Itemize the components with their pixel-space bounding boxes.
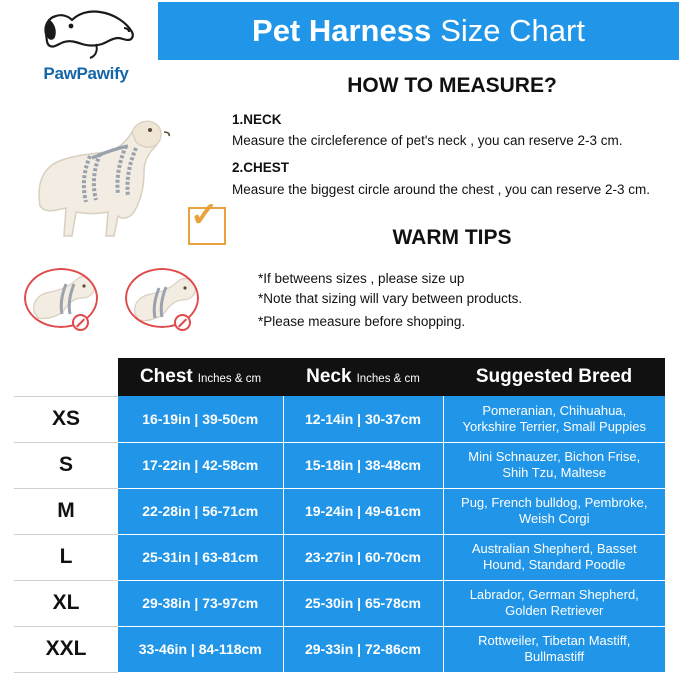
row-size: XL bbox=[14, 580, 118, 626]
row-neck: 25-30in | 65-78cm bbox=[283, 580, 443, 626]
table-row bbox=[14, 626, 665, 672]
row-breed-line2: Bullmastiff bbox=[524, 649, 585, 664]
dog-measure-illustration bbox=[14, 96, 192, 254]
row-breed bbox=[443, 534, 665, 580]
size-table bbox=[14, 358, 665, 676]
header-neck-label: Neck bbox=[306, 366, 352, 387]
header-chest-unit: Inches & cm bbox=[197, 373, 262, 385]
row-chest: 16-19in | 39-50cm bbox=[118, 396, 283, 442]
row-neck: 15-18in | 38-48cm bbox=[283, 442, 443, 488]
row-breed bbox=[443, 442, 665, 488]
row-breed-line2: Shih Tzu, Maltese bbox=[502, 465, 607, 480]
table-row bbox=[14, 442, 665, 488]
row-neck: 12-14in | 30-37cm bbox=[283, 396, 443, 442]
warm-tip-1: *If betweens sizes , please size up bbox=[258, 271, 465, 286]
how-to-measure-title: HOW TO MEASURE? bbox=[347, 74, 557, 97]
warm-tips-title: WARM TIPS bbox=[392, 226, 512, 249]
page-title-light: Size Chart bbox=[440, 13, 585, 48]
header-breed-label: Suggested Breed bbox=[475, 366, 633, 387]
header-neck bbox=[283, 358, 443, 396]
row-breed bbox=[443, 396, 665, 442]
row-breed-line1: Pug, French bulldog, Pembroke, bbox=[461, 494, 648, 510]
step-1-label: 1.NECK bbox=[232, 112, 282, 127]
row-breed-line1: Labrador, German Shepherd, bbox=[469, 586, 639, 602]
no-entry-icon-1 bbox=[72, 314, 89, 331]
row-breed-line1: Australian Shepherd, Basset bbox=[471, 540, 637, 556]
step-2-text: Measure the biggest circle around the chest , you can reserve 2-3 cm. bbox=[232, 182, 650, 197]
brand-logo bbox=[16, 4, 156, 86]
row-breed-line2: Golden Retriever bbox=[505, 603, 604, 618]
row-neck: 29-33in | 72-86cm bbox=[283, 626, 443, 672]
row-size: S bbox=[14, 442, 118, 488]
row-breed bbox=[443, 626, 665, 672]
row-breed-line2: Yorkshire Terrier, Small Puppies bbox=[462, 418, 647, 434]
size-table-head bbox=[14, 358, 665, 396]
step-1-text: Measure the circleference of pet's neck , you can reserve 2-3 cm. bbox=[232, 133, 623, 148]
row-size: M bbox=[14, 488, 118, 534]
row-breed bbox=[443, 488, 665, 534]
size-table-element bbox=[14, 358, 665, 673]
table-row bbox=[14, 534, 665, 580]
row-chest: 25-31in | 63-81cm bbox=[118, 534, 283, 580]
dog-head-icon bbox=[38, 4, 138, 64]
step-2-label: 2.CHEST bbox=[232, 160, 290, 175]
page-title-bold: Pet Harness bbox=[252, 13, 432, 48]
row-chest: 33-46in | 84-118cm bbox=[118, 626, 283, 672]
page-title bbox=[158, 2, 679, 60]
table-row bbox=[14, 488, 665, 534]
row-neck: 23-27in | 60-70cm bbox=[283, 534, 443, 580]
row-neck: 19-24in | 49-61cm bbox=[283, 488, 443, 534]
header-chest bbox=[118, 358, 283, 396]
row-breed-line1: Rottweiler, Tibetan Mastiff, bbox=[478, 632, 631, 648]
size-table-body bbox=[14, 396, 665, 672]
header-size-blank bbox=[14, 358, 118, 396]
header-chest-label: Chest bbox=[139, 366, 193, 387]
row-chest: 22-28in | 56-71cm bbox=[118, 488, 283, 534]
row-breed bbox=[443, 580, 665, 626]
brand-name: PawPawify bbox=[43, 64, 129, 83]
header-neck-unit: Inches & cm bbox=[356, 373, 420, 385]
row-size: XS bbox=[14, 396, 118, 442]
row-size: L bbox=[14, 534, 118, 580]
measure-illustration-main bbox=[14, 96, 192, 254]
no-entry-icon-2 bbox=[174, 314, 191, 331]
row-breed-line1: Pomeranian, Chihuahua, bbox=[482, 402, 627, 418]
row-chest: 29-38in | 73-97cm bbox=[118, 580, 283, 626]
table-header-row bbox=[14, 358, 665, 396]
row-breed-line1: Mini Schnauzer, Bichon Frise, bbox=[468, 448, 641, 464]
check-icon: ✓ bbox=[190, 196, 219, 234]
table-row bbox=[14, 396, 665, 442]
table-row bbox=[14, 580, 665, 626]
warm-tip-3: *Please measure before shopping. bbox=[258, 314, 466, 329]
header-breed bbox=[443, 358, 665, 396]
row-chest: 17-22in | 42-58cm bbox=[118, 442, 283, 488]
row-breed-line2: Hound, Standard Poodle bbox=[483, 557, 626, 572]
warm-tip-2: *Note that sizing will vary between products. bbox=[258, 291, 523, 306]
row-size: XXL bbox=[14, 626, 118, 672]
row-breed-line2: Weish Corgi bbox=[518, 511, 590, 526]
